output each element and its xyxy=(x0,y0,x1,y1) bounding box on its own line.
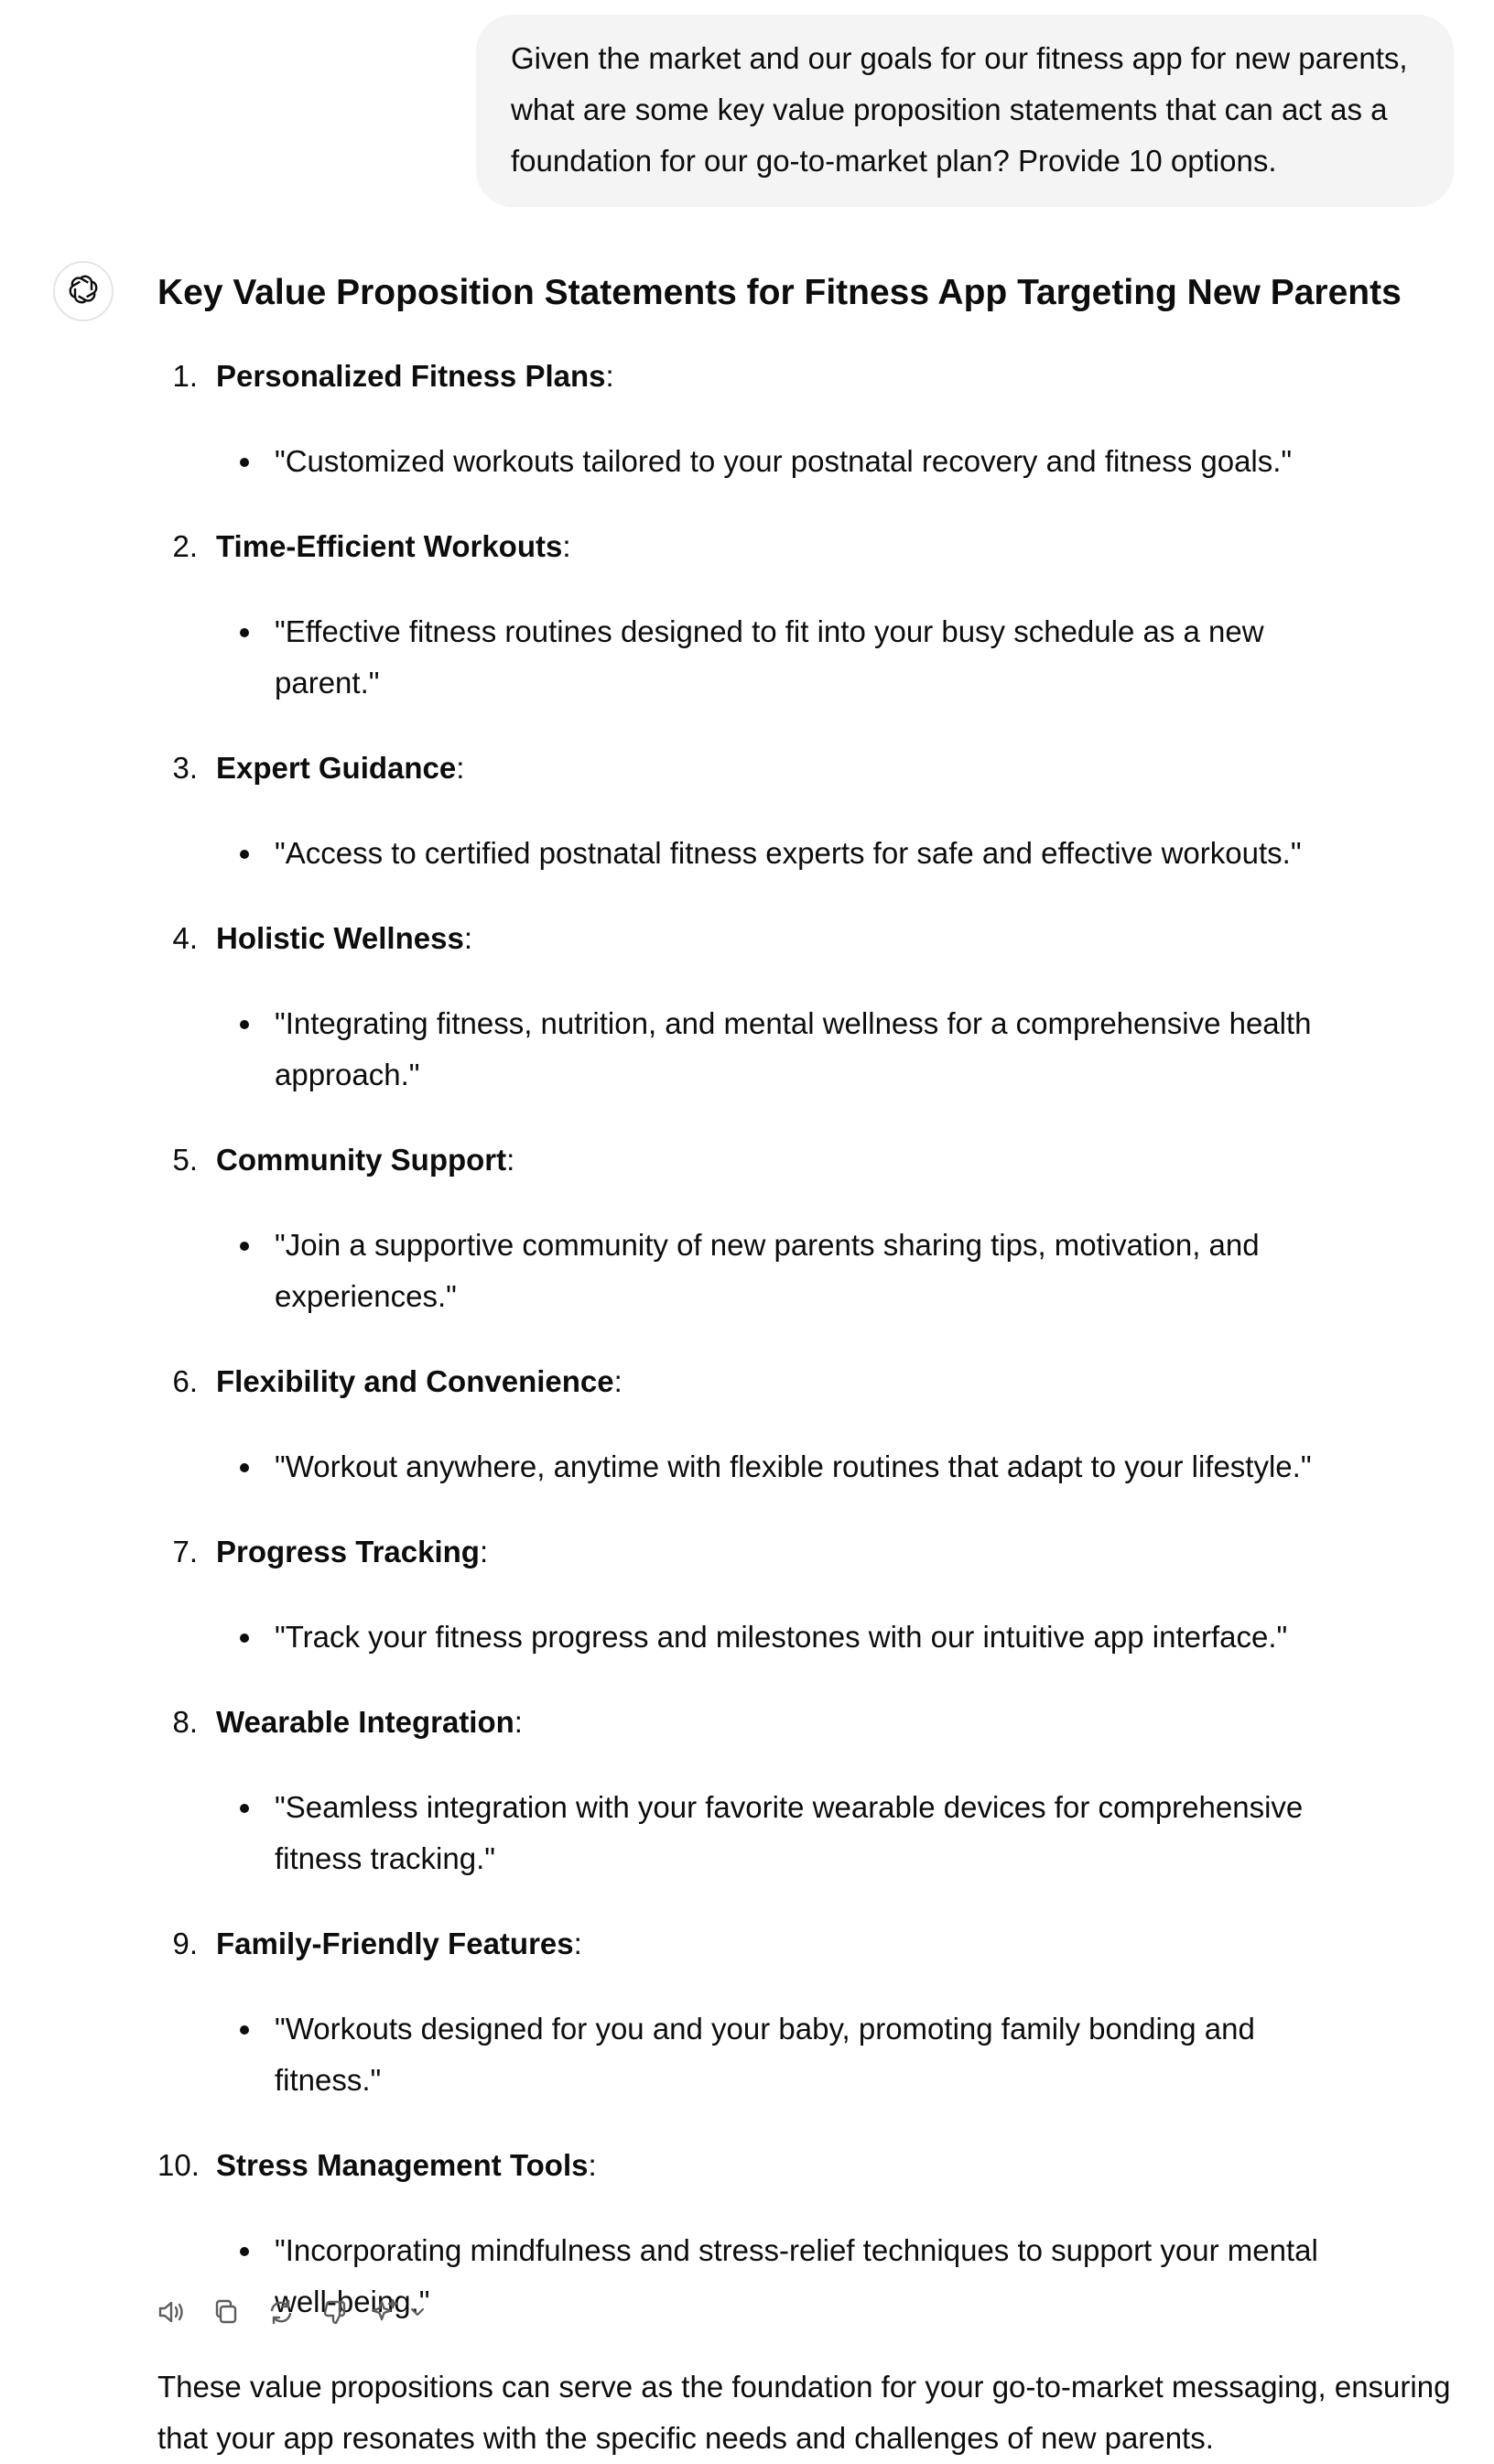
list-item-title-text: Time-Efficient Workouts xyxy=(216,529,563,563)
list-item-number: 10. xyxy=(157,2148,200,2182)
list-item-title xyxy=(157,351,1457,402)
list-item-number: 3. xyxy=(172,751,198,785)
list-item-bullet: "Access to certified postnatal fitness experts for safe and effective workouts." xyxy=(157,828,1338,879)
list-item xyxy=(157,1134,1457,1322)
list-item-colon: : xyxy=(613,1364,622,1398)
list-item-title xyxy=(157,743,1457,794)
list-item-number: 7. xyxy=(172,1535,198,1568)
list-item-number: 6. xyxy=(172,1364,198,1398)
list-item-title xyxy=(157,1918,1457,1970)
list-item-title xyxy=(157,913,1457,964)
list-item-colon: : xyxy=(479,1535,489,1568)
user-message-text: Given the market and our goals for our fitness app for new parents, what are some key value proposition statements that can act as a foundation for our go-to-market plan? Provide 10 options. xyxy=(511,41,1408,178)
list-item-bullet: "Join a supportive community of new parents sharing tips, motivation, and experiences." xyxy=(157,1220,1338,1322)
list-item-title xyxy=(157,1134,1457,1186)
list-item-bullet: "Track your fitness progress and milestones with our intuitive app interface." xyxy=(157,1612,1338,1663)
list-item-bullet: "Customized workouts tailored to your postnatal recovery and fitness goals." xyxy=(157,436,1338,487)
list-item xyxy=(157,1697,1457,1884)
message-actions xyxy=(152,2295,432,2333)
assistant-avatar xyxy=(53,261,114,321)
list-item-title xyxy=(157,1697,1457,1748)
list-item-colon: : xyxy=(456,751,465,785)
list-item-bullet: "Workouts designed for you and your baby, promoting family bonding and fitness." xyxy=(157,2003,1338,2106)
openai-logo-icon xyxy=(65,271,102,312)
list-item-title xyxy=(157,1356,1457,1407)
list-item-title-text: Stress Management Tools xyxy=(216,2148,589,2182)
model-switcher-button[interactable] xyxy=(372,2295,432,2333)
list-item xyxy=(157,743,1457,879)
list-item-number: 8. xyxy=(172,1705,198,1739)
user-message-bubble xyxy=(476,15,1454,207)
list-item-title xyxy=(157,521,1457,572)
list-item xyxy=(157,1918,1457,2106)
list-item-number: 4. xyxy=(172,921,198,955)
list-item-title-text: Community Support xyxy=(216,1143,507,1177)
list-item-bullet: "Effective fitness routines designed to fit into your busy schedule as a new parent." xyxy=(157,606,1338,709)
list-item-title-text: Holistic Wellness xyxy=(216,921,464,955)
list-item-colon: : xyxy=(562,529,571,563)
list-item-colon: : xyxy=(514,1705,523,1739)
list-item-title-text: Personalized Fitness Plans xyxy=(216,359,606,393)
list-item-title-text: Expert Guidance xyxy=(216,751,457,785)
response-heading: Key Value Proposition Statements for Fitness App Targeting New Parents xyxy=(157,273,1402,312)
list-item-number: 9. xyxy=(172,1927,198,1960)
assistant-message xyxy=(157,266,1457,2464)
list-item-colon: : xyxy=(573,1927,582,1960)
list-item-colon: : xyxy=(588,2148,597,2182)
list-item-bullet: "Incorporating mindfulness and stress-relief techniques to support your mental well-being." xyxy=(157,2225,1338,2328)
closing-paragraph: These value propositions can serve as the foundation for your go-to-market messaging, ensuring that your app resonates with the specific needs and challenges of new parents. xyxy=(157,2370,1451,2455)
list-item-title-text: Family-Friendly Features xyxy=(216,1927,574,1960)
sparkle-model-icon xyxy=(371,2296,402,2332)
list-item xyxy=(157,913,1457,1101)
list-item-bullet: "Integrating fitness, nutrition, and mental wellness for a comprehensive health approach." xyxy=(157,998,1338,1101)
list-item-bullet: "Seamless integration with your favorite wearable devices for comprehensive fitness tracking." xyxy=(157,1782,1338,1884)
list-item xyxy=(157,351,1457,487)
list-item-title-text: Progress Tracking xyxy=(216,1535,480,1568)
speaker-icon xyxy=(156,2296,187,2332)
list-item-title-text: Wearable Integration xyxy=(216,1705,514,1739)
copy-icon xyxy=(211,2296,242,2332)
list-item xyxy=(157,1526,1457,1663)
list-item-colon: : xyxy=(506,1143,515,1177)
list-item-title xyxy=(157,1526,1457,1578)
list-item-colon: : xyxy=(605,359,614,393)
regenerate-icon xyxy=(265,2296,297,2332)
chevron-down-icon xyxy=(402,2296,433,2332)
list-item-number: 1. xyxy=(172,359,198,393)
list-item-title-text: Flexibility and Convenience xyxy=(216,1364,614,1398)
list-item-number: 2. xyxy=(172,529,198,563)
regenerate-button[interactable] xyxy=(262,2295,300,2333)
copy-button[interactable] xyxy=(207,2295,245,2333)
thumbs-down-button[interactable] xyxy=(317,2295,355,2333)
list-item xyxy=(157,1356,1457,1493)
list-item-title xyxy=(157,2140,1457,2191)
read-aloud-button[interactable] xyxy=(152,2295,190,2333)
value-proposition-list xyxy=(157,351,1457,2328)
list-item-number: 5. xyxy=(172,1143,198,1177)
thumbs-down-icon xyxy=(320,2296,352,2332)
list-item-bullet: "Workout anywhere, anytime with flexible routines that adapt to your lifestyle." xyxy=(157,1441,1338,1493)
list-item xyxy=(157,521,1457,709)
list-item-colon: : xyxy=(463,921,472,955)
